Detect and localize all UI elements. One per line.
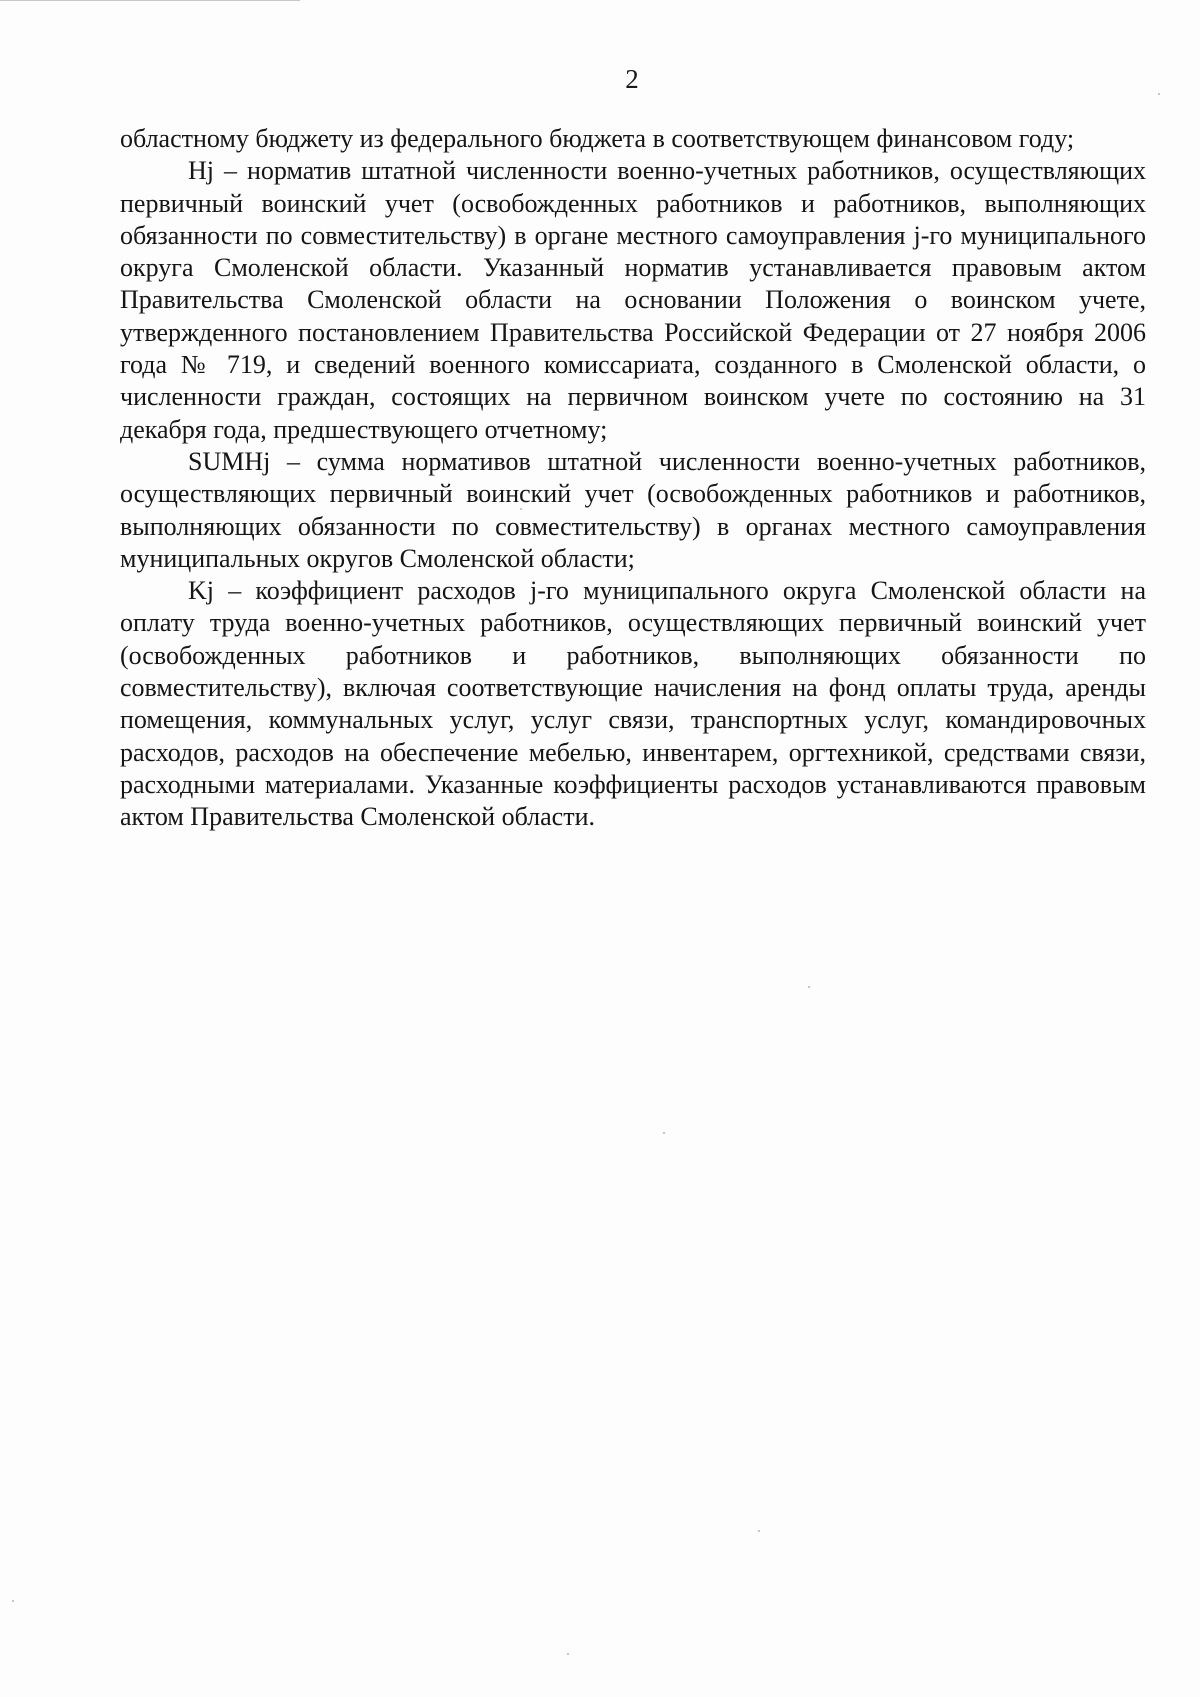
page-number: 2 <box>625 64 639 94</box>
scan-speck <box>520 508 522 510</box>
scan-edge-line <box>0 0 300 1</box>
document-body <box>120 123 1146 834</box>
scan-speck <box>12 1600 14 1602</box>
scan-speck <box>808 986 810 988</box>
scan-speck <box>1158 93 1160 95</box>
scan-speck <box>663 1132 665 1134</box>
scan-speck <box>567 1653 569 1655</box>
paragraph-hj-definition: Hj – норматив штатной численности военно-учетных работников, осуществляющих первичный воинский учет (освобожденных работников и работников, выполняющих обязанности по совместительству) в органе местного самоуправления j-го муниципального округа Смоленской области. Указанный норматив устанавливается правовым актом Правительства Смоленской области на основании Положения о воинском учете, утвержденного постановлением Правительства Российской Федерации от 27 ноября 2006 года № 719, и сведений военного комиссариата, созданного в Смоленской области, о численности граждан, состоящих на первичном воинском учете по состоянию на 31 декабря года, предшествующего отчетному; <box>120 156 1146 444</box>
paragraph-kj-definition: Kj – коэффициент расходов j-го муниципального округа Смоленской области на оплату труда военно-учетных работников, осуществляющих первичный воинский учет (освобожденных работников и работников, выполняющих обязанности по совместительству), включая соответствующие начисления на фонд оплаты труда, аренды помещения, коммунальных услуг, услуг связи, транспортных услуг, командировочных расходов, расходов на обеспечение мебелью, инвентарем, оргтехникой, средствами связи, расходными материалами. Указанные коэффициенты расходов устанавливаются правовым актом Правительства Смоленской области. <box>120 576 1146 832</box>
paragraph-continuation: областному бюджету из федерального бюджета в соответствующем финансовом году; <box>120 124 1075 153</box>
paragraph-sumhj-definition: SUMHj – сумма нормативов штатной численности военно-учетных работников, осуществляющих первичный воинский учет (освобожденных работников и работников, выполняющих обязанности по совместительству) в органах местного самоуправления муниципальных округов Смоленской области; <box>120 446 1146 573</box>
scan-speck <box>758 1530 760 1532</box>
